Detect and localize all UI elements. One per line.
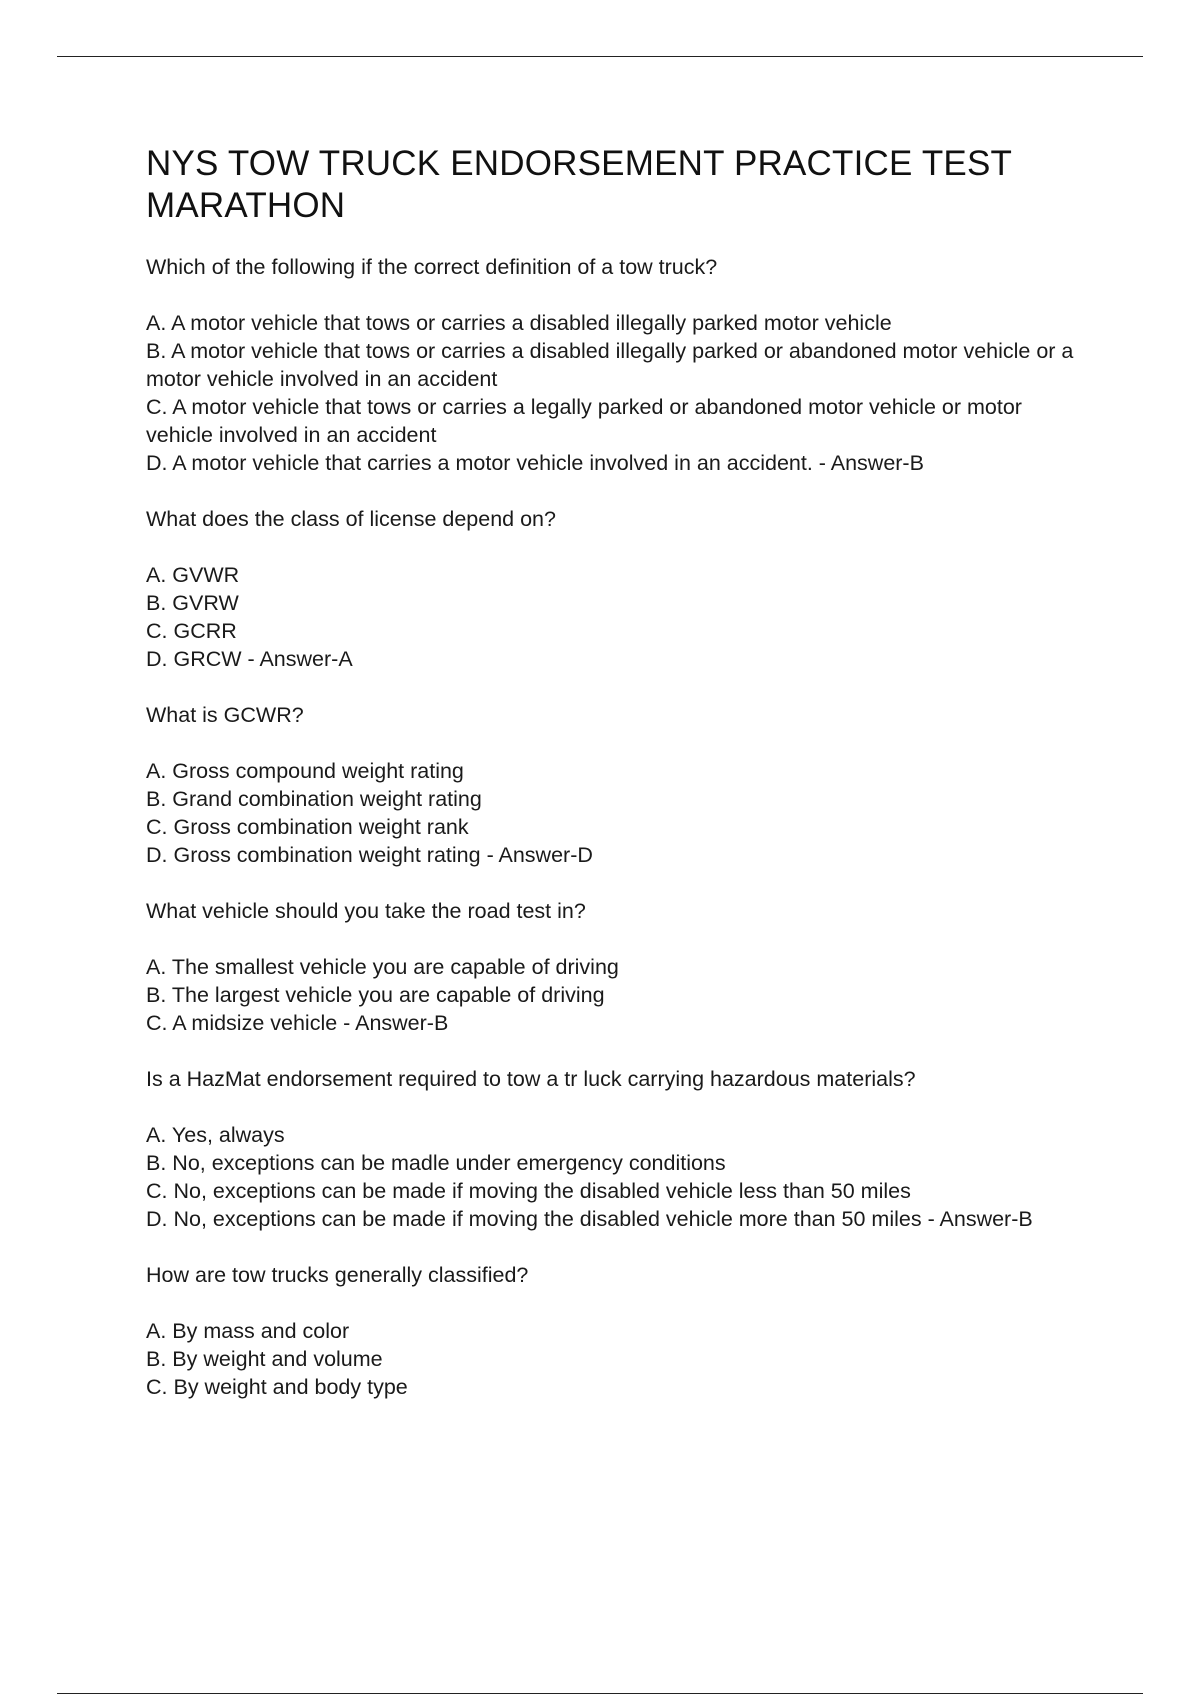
- answer-option: B. The largest vehicle you are capable of driving: [146, 983, 605, 1007]
- question-block: [146, 1065, 1086, 1233]
- question-block: [146, 505, 1086, 673]
- question-text: Is a HazMat endorsement required to tow a tr luck carrying hazardous materials?: [146, 1067, 916, 1091]
- answer-option: C. A motor vehicle that tows or carries a legally parked or abandoned motor vehicle or motor vehicle involved in an accident: [146, 395, 1022, 447]
- question-block: [146, 897, 1086, 1037]
- answer-option: D. Gross combination weight rating - Answer-D: [146, 843, 593, 867]
- answer-option: A. Gross compound weight rating: [146, 759, 464, 783]
- answer-option: B. Grand combination weight rating: [146, 787, 482, 811]
- answer-option: D. GRCW - Answer-A: [146, 647, 353, 671]
- answer-option: C. Gross combination weight rank: [146, 815, 469, 839]
- question-block: [146, 701, 1086, 869]
- bottom-rule: [57, 1693, 1143, 1694]
- answer-option: C. No, exceptions can be made if moving the disabled vehicle less than 50 miles: [146, 1179, 911, 1203]
- top-rule: [57, 56, 1143, 57]
- question-list: [146, 253, 1086, 1401]
- answer-option: A. Yes, always: [146, 1123, 285, 1147]
- answer-option: A. GVWR: [146, 563, 240, 587]
- question-text: Which of the following if the correct definition of a tow truck?: [146, 255, 718, 279]
- question-text: How are tow trucks generally classified?: [146, 1263, 529, 1287]
- answer-option: C. By weight and body type: [146, 1375, 408, 1399]
- question-text: What vehicle should you take the road test in?: [146, 899, 586, 923]
- answer-option: C. GCRR: [146, 619, 237, 643]
- document-body: [146, 143, 1086, 1429]
- answer-option: B. A motor vehicle that tows or carries a disabled illegally parked or abandoned motor vehicle or a motor vehicle involved in an accident: [146, 339, 1074, 391]
- answer-option: A. The smallest vehicle you are capable of driving: [146, 955, 619, 979]
- answer-option: D. No, exceptions can be made if moving the disabled vehicle more than 50 miles - Answer-B: [146, 1207, 1033, 1231]
- document-title: NYS TOW TRUCK ENDORSEMENT PRACTICE TEST MARATHON: [146, 144, 1012, 225]
- answer-option: A. A motor vehicle that tows or carries a disabled illegally parked motor vehicle: [146, 311, 892, 335]
- answer-option: C. A midsize vehicle - Answer-B: [146, 1011, 449, 1035]
- question-block: [146, 1261, 1086, 1401]
- answer-option: A. By mass and color: [146, 1319, 350, 1343]
- question-block: [146, 253, 1086, 477]
- answer-option: B. No, exceptions can be madle under emergency conditions: [146, 1151, 726, 1175]
- answer-option: B. GVRW: [146, 591, 239, 615]
- answer-option: D. A motor vehicle that carries a motor vehicle involved in an accident. - Answer-B: [146, 451, 924, 475]
- question-text: What does the class of license depend on?: [146, 507, 556, 531]
- answer-option: B. By weight and volume: [146, 1347, 383, 1371]
- question-text: What is GCWR?: [146, 703, 304, 727]
